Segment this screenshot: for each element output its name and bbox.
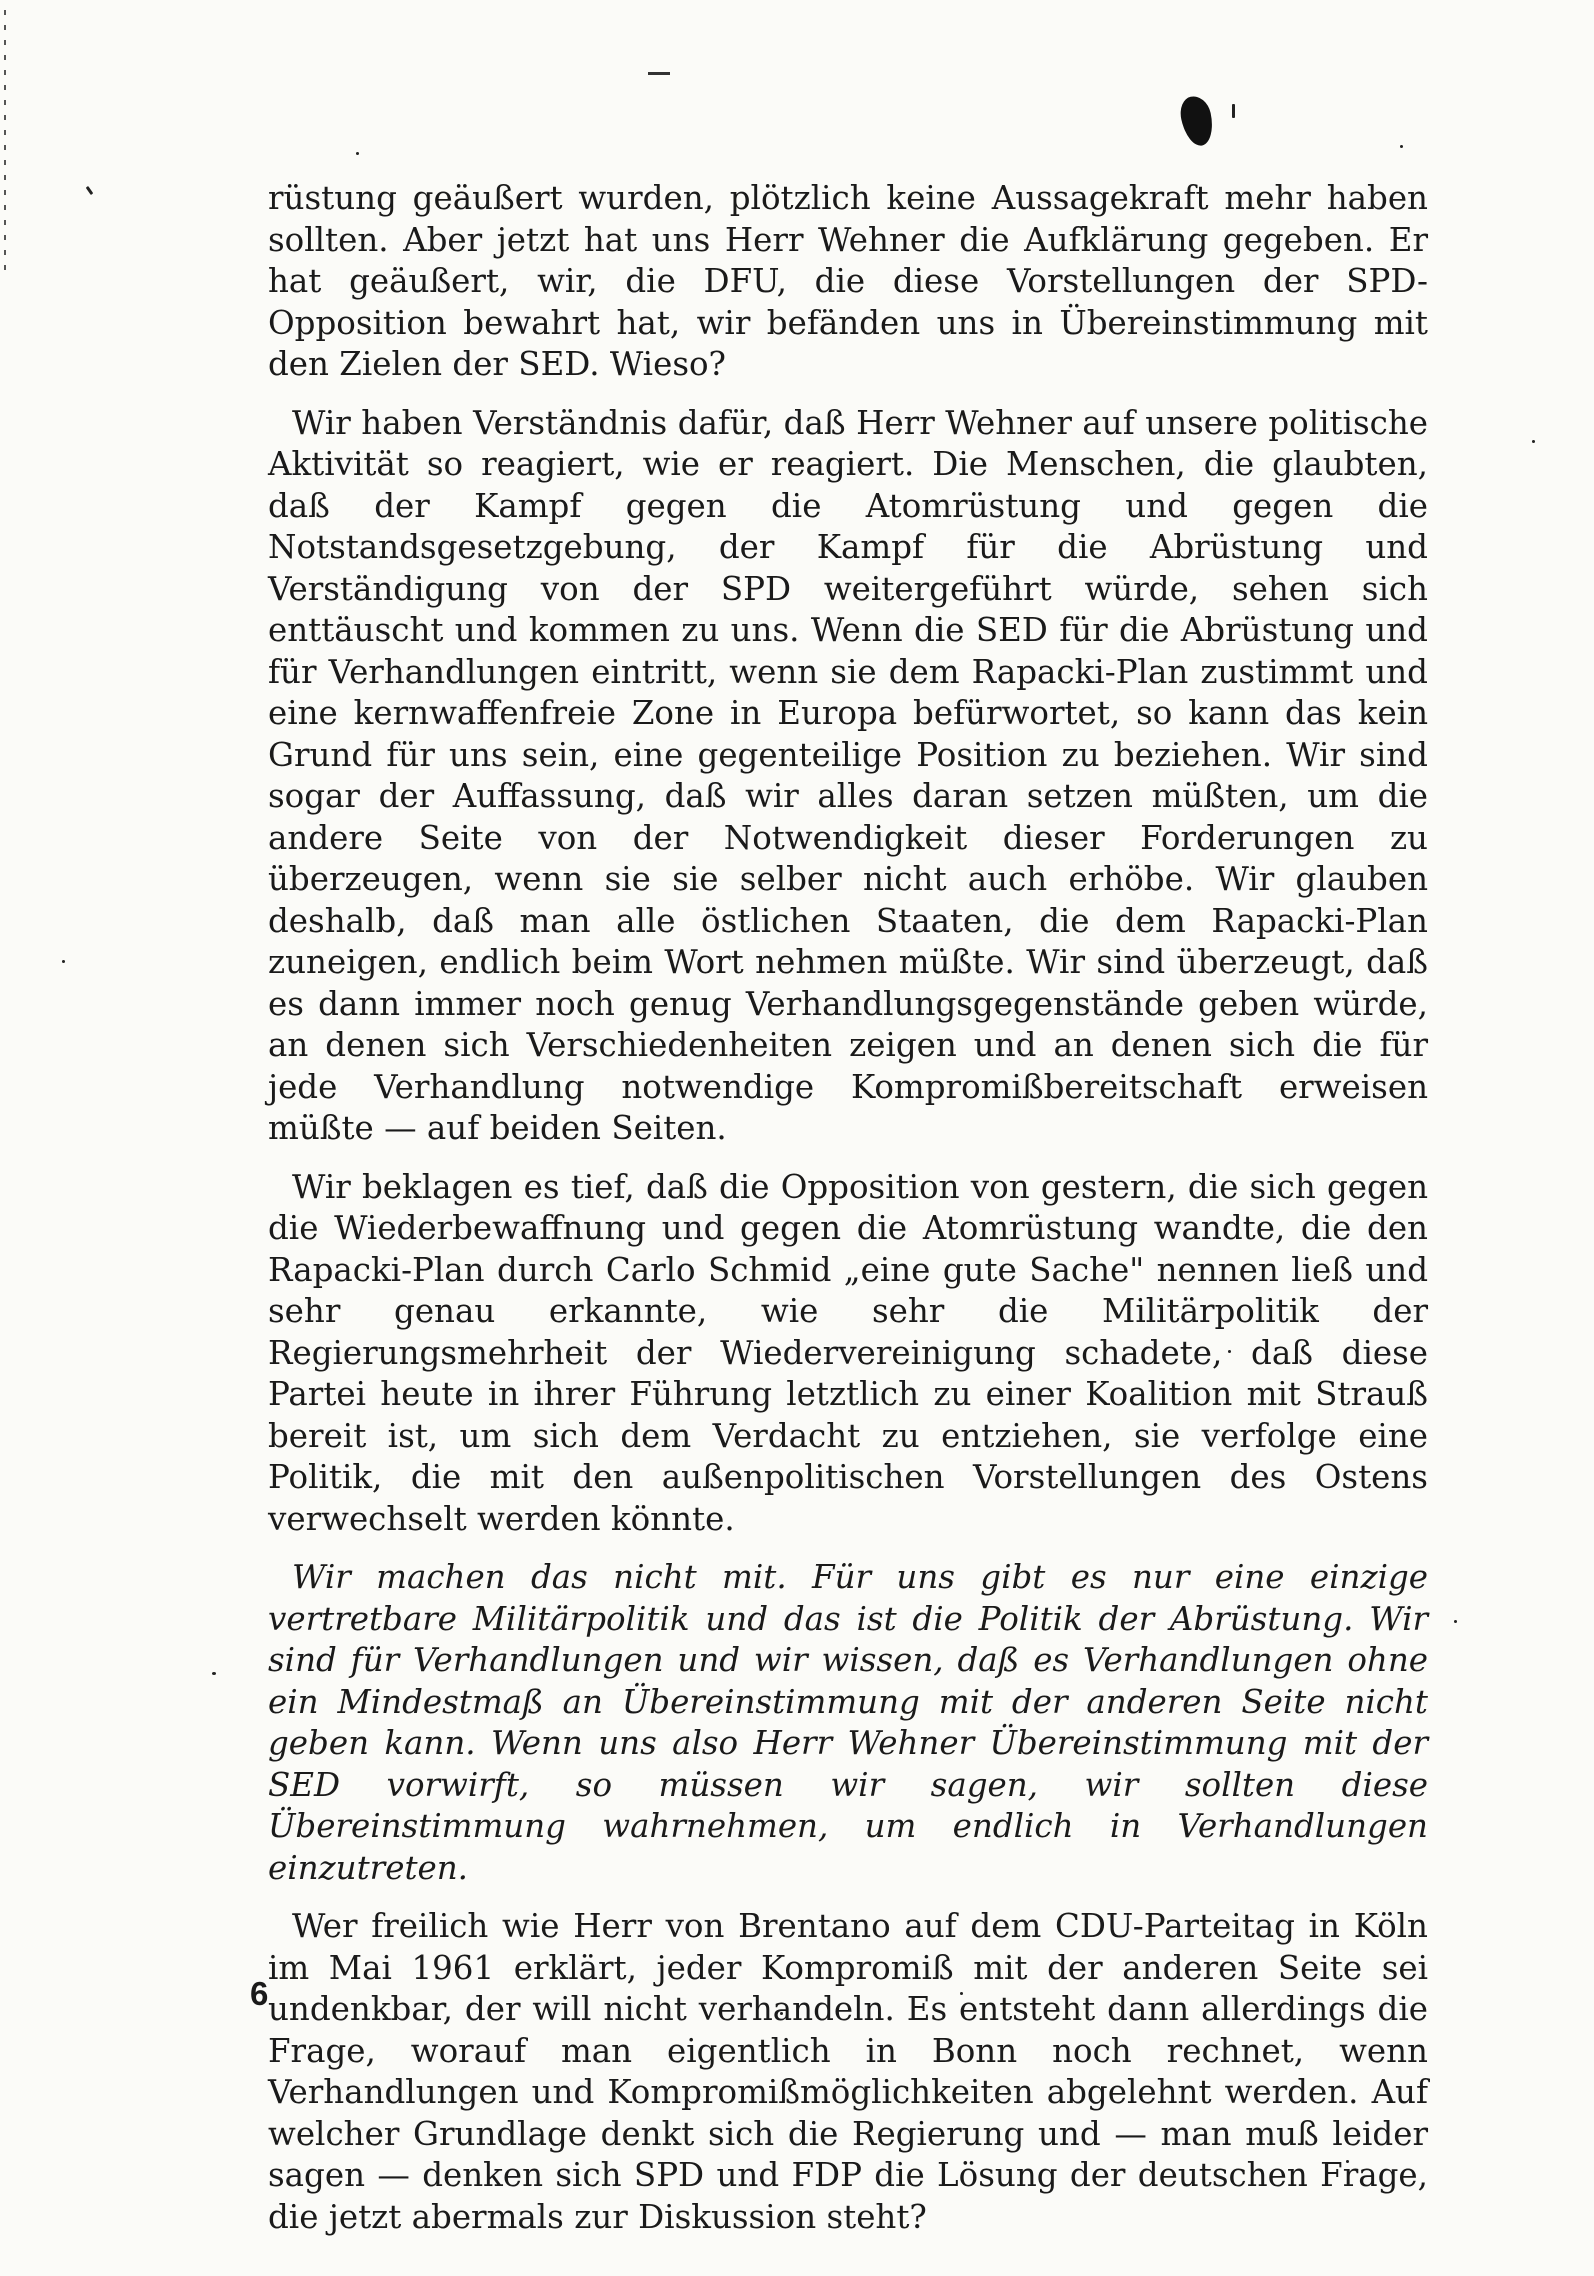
scan-speck (212, 1672, 216, 1675)
paragraph: Wer freilich wie Herr von Brentano auf dem CDU-Parteitag in Köln im Mai 1961 erklärt, jeder Kompromiß mit der anderen Seite sei undenkbar, der will nicht verhandeln. Es entsteht dann allerdings die Frage, worauf man eigentlich in Bonn noch rechnet, wenn Verhandlungen und Kompromißmöglichkeiten abgelehnt werden. Auf welcher Grundlage denkt sich die Regierung und — man muß leider sagen — denken sich SPD und FDP die Lösung der deutschen Frage, die jetzt abermals zur Diskussion steht? (268, 1907, 1428, 2236)
paragraph-italic: Wir machen das nicht mit. Für uns gibt es nur eine einzige vertretbare Militärpolitik und das ist die Politik der Abrüstung. Wir sind für Verhandlungen und wir wissen, daß es Verhandlungen ohne ein Mindestmaß an Übereinstimmung mit der anderen Seite nicht geben kann. Wenn uns also Herr Wehner Übereinstimmung mit der SED vorwirft, so müssen wir sagen, wir sollten diese Übereinstimmung wahrnehmen, um endlich in Verhandlungen einzutreten. (268, 1558, 1428, 1887)
scan-speck (356, 152, 359, 155)
scan-speck (86, 186, 94, 195)
paragraph: rüstung geäußert wurden, plötzlich keine Aussagekraft mehr haben sollten. Aber jetzt hat uns Herr Wehner die Aufklärung gegeben. Er hat geäußert, wir, die DFU, die diese Vorstellungen der SPD-Opposition bewahrt hat, wir befänden uns in Übereinstimmung mit den Zielen der SED. Wieso? (268, 179, 1428, 383)
page-number: 6 (250, 1975, 269, 2012)
paragraph: Wir beklagen es tief, daß die Opposition von gestern, die sich gegen die Wiederbewaffnung und gegen die Atomrüstung wandte, die den Rapacki-Plan durch Carlo Schmid „eine gute Sache" nennen ließ und sehr genau erkannte, wie sehr die Militärpolitik der Regierungsmehrheit der Wiedervereinigung schadete, daß diese Partei heute in ihrer Führung letztlich zu einer Koalition mit Strauß bereit ist, um sich dem Verdacht zu entziehen, sie verfolge eine Politik, die mit den außenpolitischen Vorstellungen des Ostens verwechselt werden könnte. (268, 1167, 1428, 1538)
scan-speck (1232, 104, 1235, 118)
scan-speck (1454, 1620, 1457, 1623)
scan-mark (648, 72, 670, 75)
ink-blot (1177, 93, 1217, 148)
scan-speck (62, 960, 65, 963)
scan-speck (1532, 440, 1535, 443)
body-text (268, 178, 1428, 2255)
scan-speck (1400, 145, 1403, 148)
binding-edge-marks (2, 10, 8, 300)
paragraph: Wir haben Verständnis dafür, daß Herr Wehner auf unsere politische Aktivität so reagiert, wie er reagiert. Die Menschen, die glaubten, daß der Kampf gegen die Atomrüstung und gegen die Notstandsgesetzgebung, der Kampf für die Abrüstung und Verständigung von der SPD weitergeführt würde, sehen sich enttäuscht und kommen zu uns. Wenn die SED für die Abrüstung und für Verhandlungen eintritt, wenn sie dem Rapacki-Plan zustimmt und eine kernwaffenfreie Zone in Europa befürwortet, so kann das kein Grund für uns sein, eine gegenteilige Position zu beziehen. Wir sind sogar der Auffassung, daß wir alles daran setzen müßten, um die andere Seite von der Notwendigkeit dieser Forderungen zu überzeugen, wenn sie sie selber nicht auch erhöbe. Wir glauben deshalb, daß man alle östlichen Staaten, die dem Rapacki-Plan zuneigen, endlich beim Wort nehmen müßte. Wir sind überzeugt, daß es dann immer noch genug Verhandlungsgegenstände geben würde, an denen sich Verschiedenheiten zeigen und an denen sich die für jede Verhandlung notwendige Kompromißbereitschaft erweisen müßte — auf beiden Seiten. (268, 403, 1428, 1147)
